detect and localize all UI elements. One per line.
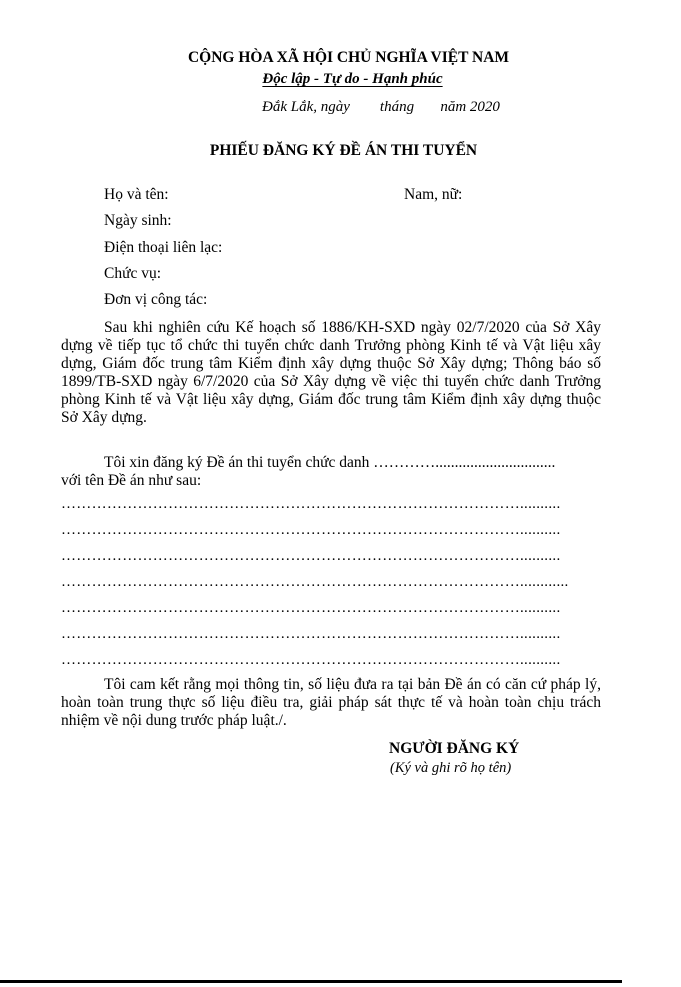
dotted-line: ……………………………………………………………………………….......... xyxy=(61,496,561,512)
dotted-line: ……………………………………………………………………………….......... xyxy=(61,600,561,616)
field-phone: Điện thoại liên lạc: xyxy=(104,239,223,256)
signature-title: NGƯỜI ĐĂNG KÝ xyxy=(389,740,520,757)
dotted-line: ……………………………………………………………………………….......... xyxy=(61,626,561,642)
field-full-name: Họ và tên: xyxy=(104,186,169,203)
project-name-label: với tên Đề án như sau: xyxy=(61,472,202,489)
motto: Độc lập - Tự do - Hạnh phúc xyxy=(262,71,443,87)
dotted-line: ……………………………………………………………………………….......... xyxy=(61,652,561,668)
dotted-line: ……………………………………………………………………………….......... xyxy=(61,548,561,564)
signature-note: (Ký và ghi rõ họ tên) xyxy=(390,760,512,776)
register-line: Tôi xin đăng ký Đề án thi tuyển chức danh …………............................... xyxy=(104,454,556,471)
dotted-line: ……………………………………………………………………………….......... xyxy=(61,522,561,538)
place-date: Đắk Lắk, ngày tháng năm 2020 xyxy=(262,99,500,115)
intro-paragraph: Sau khi nghiên cứu Kế hoạch số 1886/KH-SXD ngày 02/7/2020 của Sở Xây dựng về tiếp tục tổ chức thi tuyển chức danh Trưởng phòng Kinh tế và Vật liệu xây dựng, Giám đốc trung tâm Kiểm định xây dựng thuộc Sở Xây dựng; Thông báo số 1899/TB-SXD ngày 6/7/2020 của Sở Xây dựng về việc thi tuyển chức danh Trưởng phòng Kinh tế và Vật liệu xây dựng, Giám đốc trung tâm Kiểm định xây dựng thuộc Sở Xây dựng. xyxy=(61,319,601,426)
field-gender: Nam, nữ: xyxy=(404,186,463,203)
field-position: Chức vụ: xyxy=(104,265,162,282)
bottom-rule xyxy=(0,980,622,983)
field-workplace: Đơn vị công tác: xyxy=(104,291,208,308)
form-title: PHIẾU ĐĂNG KÝ ĐỀ ÁN THI TUYỂN xyxy=(209,142,478,159)
nation-heading: CỘNG HÒA XÃ HỘI CHỦ NGHĨA VIỆT NAM xyxy=(187,49,510,66)
dotted-line: ………………………………………………………………………………............ xyxy=(61,574,569,590)
field-date-of-birth: Ngày sinh: xyxy=(104,212,172,229)
commitment-paragraph: Tôi cam kết rằng mọi thông tin, số liệu đưa ra tại bản Đề án có căn cứ pháp lý, hoàn toàn trung thực số liệu điều tra, giải pháp sát thực tế và hoàn toàn chịu trách nhiệm về nội dung trước pháp luật./. xyxy=(61,676,601,729)
